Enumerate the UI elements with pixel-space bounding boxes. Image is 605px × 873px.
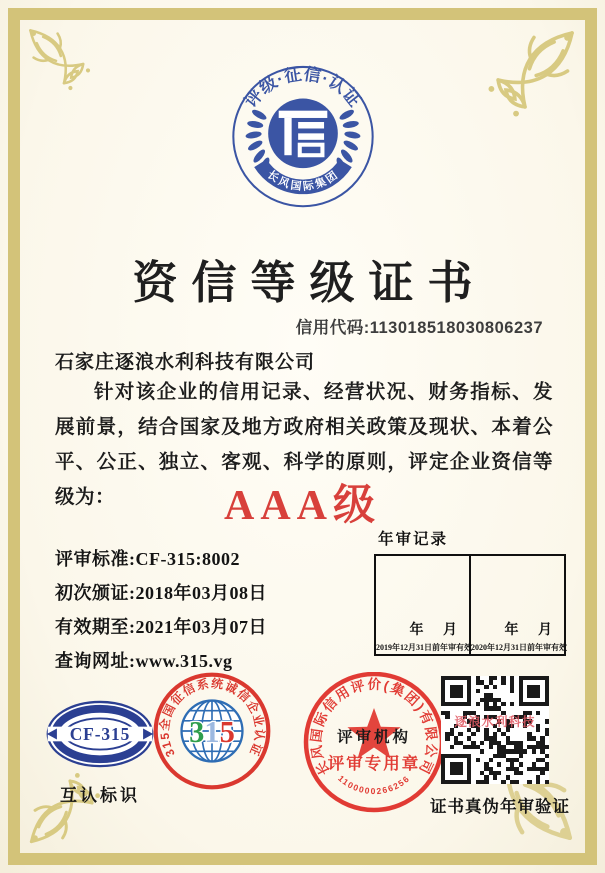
seal-purpose-line: 评审专用章 (327, 754, 421, 773)
seal-serial: 1100000266256 (336, 773, 412, 797)
qr-block (430, 676, 570, 817)
detail-first-issue: 初次颁证:2018年03月08日 (55, 583, 267, 603)
annual-review-cell (376, 556, 471, 654)
globe-digit-5: 5 (219, 715, 235, 750)
review-seal-icon (299, 672, 449, 822)
cf315-block (44, 700, 156, 806)
credit-emblem-icon (222, 62, 384, 212)
qr-code (441, 676, 549, 784)
annual-note: 2020年12月31日前年审有效 (471, 643, 567, 652)
qr-overlay-text: 逐浪水利科技 (454, 715, 536, 729)
svg-text:1100000266256 (336, 773, 412, 796)
detail-valid-until: 有效期至:2021年03月07日 (55, 617, 267, 637)
detail-lines (55, 542, 267, 678)
globe-digit-3: 3 (189, 715, 205, 750)
globe-digit-1: 1 (204, 715, 220, 750)
seal-ring-text: 长风国际信用评价(集团)有限公司 (308, 676, 440, 778)
svg-text:315 (189, 715, 235, 749)
annual-review-section (374, 527, 566, 656)
cf315-logo-icon (45, 700, 155, 768)
detail-standard: 评审标准:CF-315:8002 (55, 549, 240, 569)
certificate-body: 针对该企业的信用记录、经营状况、财务指标、发展前景，结合国家及地方政府相关政策及现状、本着公平、公正、独立、客观、科学的原则，评定企业资信等级为： (55, 382, 553, 508)
globe-315-logo-icon (152, 671, 272, 791)
annual-year-month: 年 月 (504, 623, 552, 638)
qr-wrap (441, 676, 549, 784)
cf315-text: CF-315 (69, 723, 131, 744)
annual-note: 2019年12月31日前年审有效 (376, 643, 472, 652)
credit-code: 信用代码:113018518030806237 (295, 319, 543, 337)
seal-org-line: 评审机构 (336, 729, 412, 746)
mutual-recognition-label: 互认标识 (60, 786, 140, 805)
qr-verify-label: 证书真伪年审验证 (430, 797, 570, 816)
globe-ring-text: 315全国征信系统诚信企业认证 (157, 676, 267, 760)
annual-review-cell (471, 556, 567, 654)
certificate-title: 资信等级证书 (132, 257, 487, 308)
rating-grade: AAA级 (224, 483, 381, 529)
annual-year-month: 年 月 (409, 623, 457, 638)
annual-review-table (374, 554, 566, 656)
company-name: 石家庄逐浪水利科技有限公司 (55, 352, 316, 373)
emblem-banner-text: 长风国际集团 (264, 168, 341, 194)
emblem-arc-text: 评级·征信·认证 (240, 64, 365, 111)
corner-flourish-icon (469, 24, 581, 136)
annual-review-title: 年审记录 (378, 531, 449, 548)
corner-flourish-icon (24, 24, 104, 104)
detail-query-url: 查询网址:www.315.vg (55, 651, 233, 671)
